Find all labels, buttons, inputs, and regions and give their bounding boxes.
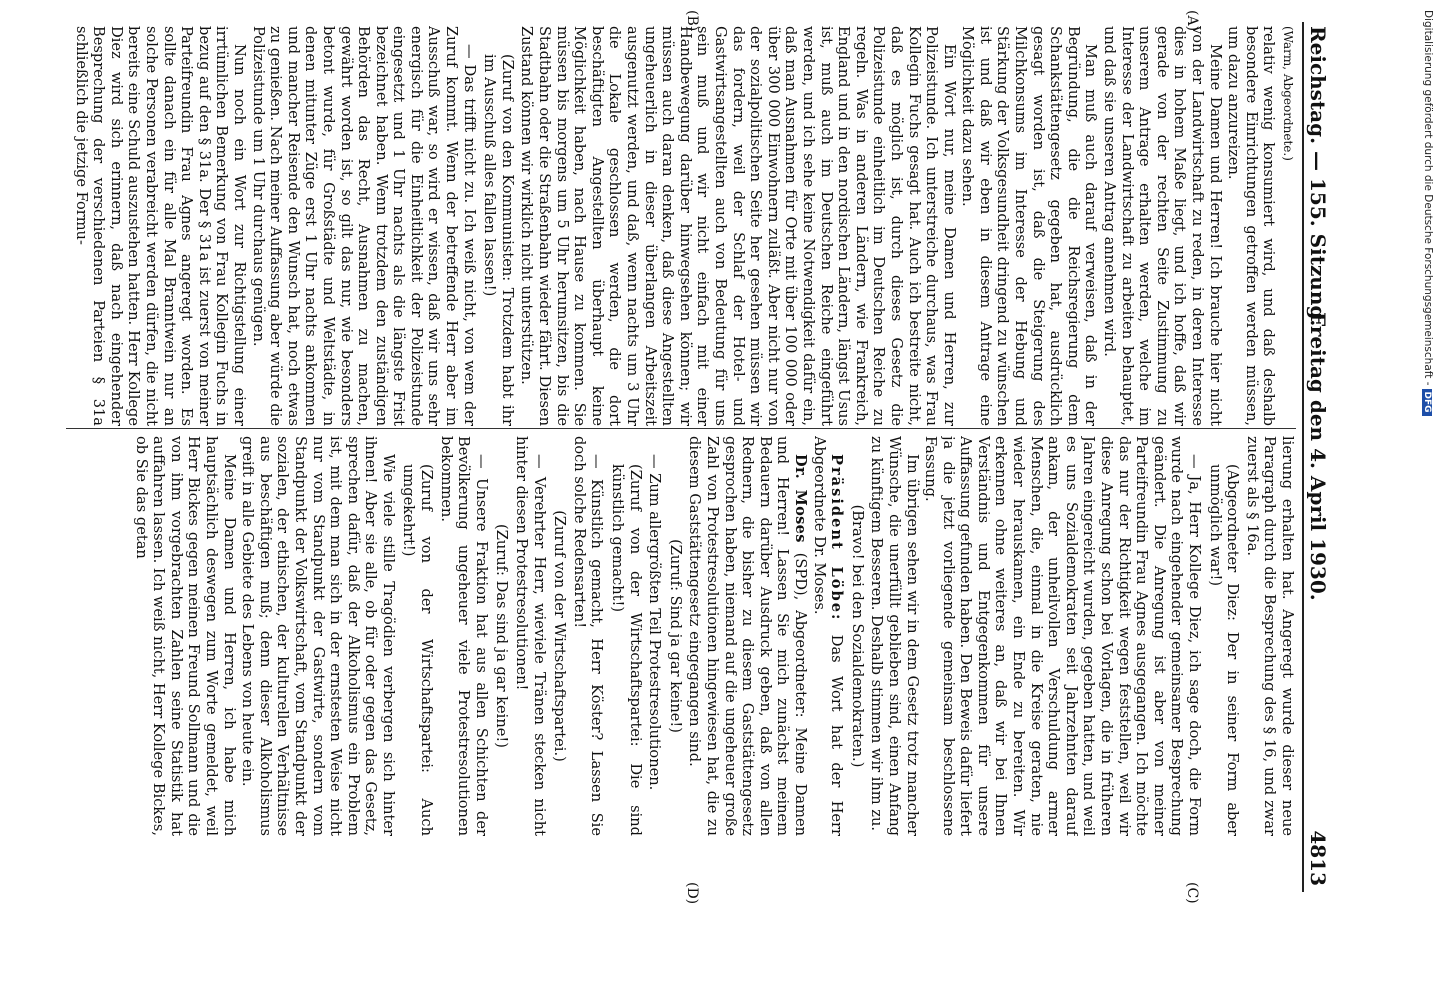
left-column — [66, 26, 1296, 426]
paragraph: — Das trifft nicht zu. Ich weiß nicht, von wem der Zuruf kommt. Wenn der betreffende Herr aber im Ausschuß war, so wird er wissen, daß wir uns sehr energisch für die Einheitlichkeit der Polizeistunde eingesetzt und 1 Uhr nachts als die längste Frist bezeichnet haben. Wenn trotzdem den zuständigen Behörden das Recht, Ausnahmen zu machen, gewährt worden ist, so gilt das nur, wie besonders betont wurde, für Großstädte und Weltstädte, in denen mitunter Züge erst 1 Uhr nachts ankommen und mancher Reisende den Wunsch hat, noch etwas zu genießen. Nach meiner Auffassung aber würde die Polizeistunde um 1 Uhr durchaus genügen. — [249, 26, 478, 426]
dfg-badge: DFG — [1422, 389, 1432, 416]
paragraph: Im übrigen sehen wir in dem Gesetz trotz mancher Wünsche, die unerfüllt geblieben sind, einen Anfang zu künftigem Besseren. Deshalb stimmen wir ihm zu. — [868, 436, 921, 836]
column-divider — [66, 428, 1296, 429]
paragraph — [810, 436, 845, 836]
paragraph: — Verehrter Herr, wieviele Tränen stecken nicht hinter diesen Protestresolutionen! — [513, 436, 548, 836]
paragraph: Wie viele stille Tragödien verbergen sich hinter ihnen! Aber sie alle, ob für oder gegen das Gesetz, sprechen dafür, daß der Alkoholismus ein Problem ist, mit dem man sich in der ernstesten Weise nicht nur vom Standpunkt der Gastwirte, sondern vom Standpunkt der Volkswirtschaft, vom Standpunkt der sozialen, der ethischen, der kulturellen Verhältnisse aus beschäftigen muß; denn dieser Alkoholismus greift in alle Gebiete des Lebens von heute ein. — [239, 436, 397, 836]
page-header — [1300, 12, 1340, 892]
credit-text — [1422, 10, 1434, 416]
header-rule — [1302, 22, 1304, 892]
paragraph: Meine Damen und Herren, ich habe mich hauptsächlich deswegen zum Worte gemeldet, weil Herr Bickes gegen meinen Freund Sollmann und die von ihm vorgebrachten Zahlen seine Statistik hat auffahren lassen. Ich weiß nicht, Herr Kollege Bickes, ob Sie das getan — [132, 436, 238, 836]
interjection: (Zuruf von der Wirtschaftspartei: Die sind künstlich gemacht!) — [609, 464, 644, 836]
paragraph: lierung erhalten hat. Angeregt wurde dieser neue Paragraph durch die Besprechung des § 16, und zwar zuerst als § 16a. — [1243, 436, 1296, 836]
interjection: (Zuruf: Das sind ja gar keine!) — [493, 524, 511, 748]
interjection: (Zuruf von den Kommunisten: Trotzdem habt ihr im Ausschuß alles fallen lassen!) — [481, 54, 516, 426]
paragraph: Man muß auch darauf verweisen, daß in der Begründung, die die Reichsregierung dem Schankstättengesetz gegeben hat, ausdrücklich gesagt worden ist, daß die Steigerung des Milchkonsums im Interesse der Hebung und Stärkung der Volksgesundheit dringend zu wünschen ist und daß wir eben in diesem Antrage eine Möglichkeit dazu sehen. — [959, 26, 1100, 426]
margin-marker-c: (C) — [1184, 882, 1200, 904]
credit-label: Digitalisierung gefördert durch die Deutsche Forschungsgemeinschaft - — [1422, 10, 1434, 386]
right-column — [66, 436, 1296, 836]
digitization-credit — [1418, 10, 1434, 990]
paragraph: — Ja, Herr Kollege Diez, ich sage doch, die Form wurde nach eingehender gemeinsamer Besprechung geändert. Die Anregung ist aber von meiner Parteifreundin Frau Agnes ausgegangen. Ich möchte das nur der Richtigkeit wegen feststellen, weil wir diese Anregung schon bei Vorlagen, die in früheren Jahren eingereicht wurden, gegeben hatten, und weil es uns Sozialdemokraten seit Jahrzehnten darauf ankam, der unheilvollen Verschuldung armer Menschen, die, einmal in die Kreise geraten, nie wieder herauskamen, ein Ende zu bereiten. Wir erkennen ohne weiteres an, daß wir bei Ihnen Verständnis und Entgegenkommen für unsere Auffassung gefunden haben. Den Beweis dafür liefert ja die jetzt vorliegende gemeinsam beschlossene Fassung. — [922, 436, 1204, 836]
speaker-line: (Warm, Abgeordnete.) — [1281, 26, 1295, 161]
paragraph — [686, 436, 809, 836]
speech-text: Das Wort hat der Herr Abgeordnete Dr. Moses. — [810, 436, 846, 836]
paragraph: — Künstlich gemacht, Herr Köster? Lassen Sie doch solche Redensarten! — [570, 436, 606, 836]
header-date: Freitag den 4. April 1930. — [1306, 312, 1330, 601]
margin-marker-d: (D) — [684, 882, 700, 905]
speaker-name: Dr. Moses — [791, 454, 809, 543]
margin-marker-b: (B) — [684, 10, 700, 32]
paragraph: — Unsere Fraktion hat aus allen Schichten der Bevölkerung ungeheuer viele Protestresolutionen bekommen. — [437, 436, 490, 836]
paragraph: Nun noch ein Wort zur Richtigstellung einer irrtümlichen Bemerkung von Frau Kollegin Fuchs in bezug auf den § 31a. Der § 31a ist zuerst von meiner Parteifreundin Frau Agnes angeregt worden. Es sollte danach ein für alle Mal Branntwein nur an solche Personen verabreicht werden dürfen, die nicht bereits eine Schuld auszustehen hatten. Herr Kollege Diez wird sich erinnern, daß nach eingehender Besprechung der verschiedenen Parteien § 31a schließlich die jetzige Formu- — [72, 26, 248, 426]
header-session: Reichstag. — 155. Sitzung. — [1306, 26, 1330, 327]
paragraph: relativ wenig konsumiert wird, und daß deshalb besondere Einrichtungen getroffen werden müssen, um dazu anzureizen. — [1225, 26, 1278, 426]
margin-marker-a: (A) — [1184, 10, 1200, 32]
interjection: (Bravo! bei den Sozialdemokraten.) — [848, 504, 866, 768]
interjection: (Abgeordneter Diez: Der in seiner Form aber unmöglich war!) — [1206, 464, 1242, 836]
speech-text: (SPD), Abgeordneter: Meine Damen und Herren! Lassen Sie mich zunächst meinem Bedauern darüber Ausdruck geben, daß von allen Rednern, die bisher zu diesem Gaststättengesetz gesprochen haben, niemand auf die ungeheuer große Zahl von Protestresolutionen hingewiesen hat, die zu diesem Gaststättengesetz eingegangen sind. — [686, 436, 809, 836]
header-page-number: 4813 — [1306, 830, 1330, 886]
speaker-name: Präsident Löbe: — [828, 454, 846, 622]
scanned-page — [20, 10, 1340, 905]
paragraph: Ein Wort nur, meine Damen und Herren, zur Polizeistunde. Ich unterstreiche durchaus, was Frau Kollegin Fuchs gesagt hat. Auch ich bestreite nicht, daß es möglich ist, durch dieses Gesetz die Polizeistunde einheitlich im Deutschen Reiche zu regeln. Was in anderen Ländern, wie Frankreich, England und in den nordischen Ländern, längst Usus ist, muß auch im Deutschen Reiche eingeführt werden, und ich sehe keine Notwendigkeit dafür ein, daß man Ausnahmen für Orte mit über 100 000 oder über 300 000 Einwohnern zuläßt. Aber nicht nur von der sozialpolitischen Seite her gesehen müssen wir das fordern, weil der Schlaf der Hotel- und Gastwirtsangestellten auch von Bedeutung für uns sein muß und wir nicht einfach mit einer Handbewegung darüber hinwegsehen können; wir müssen auch daran denken, daß diese Angestellten ungeheuerlich in dieser überlangen Arbeitszeit ausgenutzt werden, und daß, wenn nachts um 3 Uhr die Lokale geschlossen werden, die dort beschäftigten Angestellten überhaupt keine Möglichkeit haben, nach Hause zu kommen. Sie müssen bis morgens um 5 Uhr herumsitzen, bis die Stadtbahn oder die Straßenbahn wieder fährt. Diesen Zustand können wir wirklich nicht unterstützen. — [518, 26, 958, 426]
interjection: (Zuruf: Sind ja gar keine!) — [666, 539, 684, 733]
interjection: (Zuruf von der Wirtschaftspartei: Auch umgekehrt!) — [400, 464, 436, 836]
paragraph: Meine Damen und Herren! Ich brauche hier nicht von der Landwirtschaft zu reden, in deren Interesse dies in hohem Maße liegt, und ich hoffe, daß wir gerade von der rechten Seite Zustimmung zu unserem Antrage erhalten werden, welche im Interesse der Landwirtschaft zu arbeiten behauptet, und daß sie unseren Antrag annehmen wird. — [1101, 26, 1224, 426]
paragraph: — Zum allergrößten Teil Protestresolutionen. — [646, 454, 664, 791]
interjection: (Zuruf von der Wirtschaftspartei.) — [551, 510, 569, 762]
